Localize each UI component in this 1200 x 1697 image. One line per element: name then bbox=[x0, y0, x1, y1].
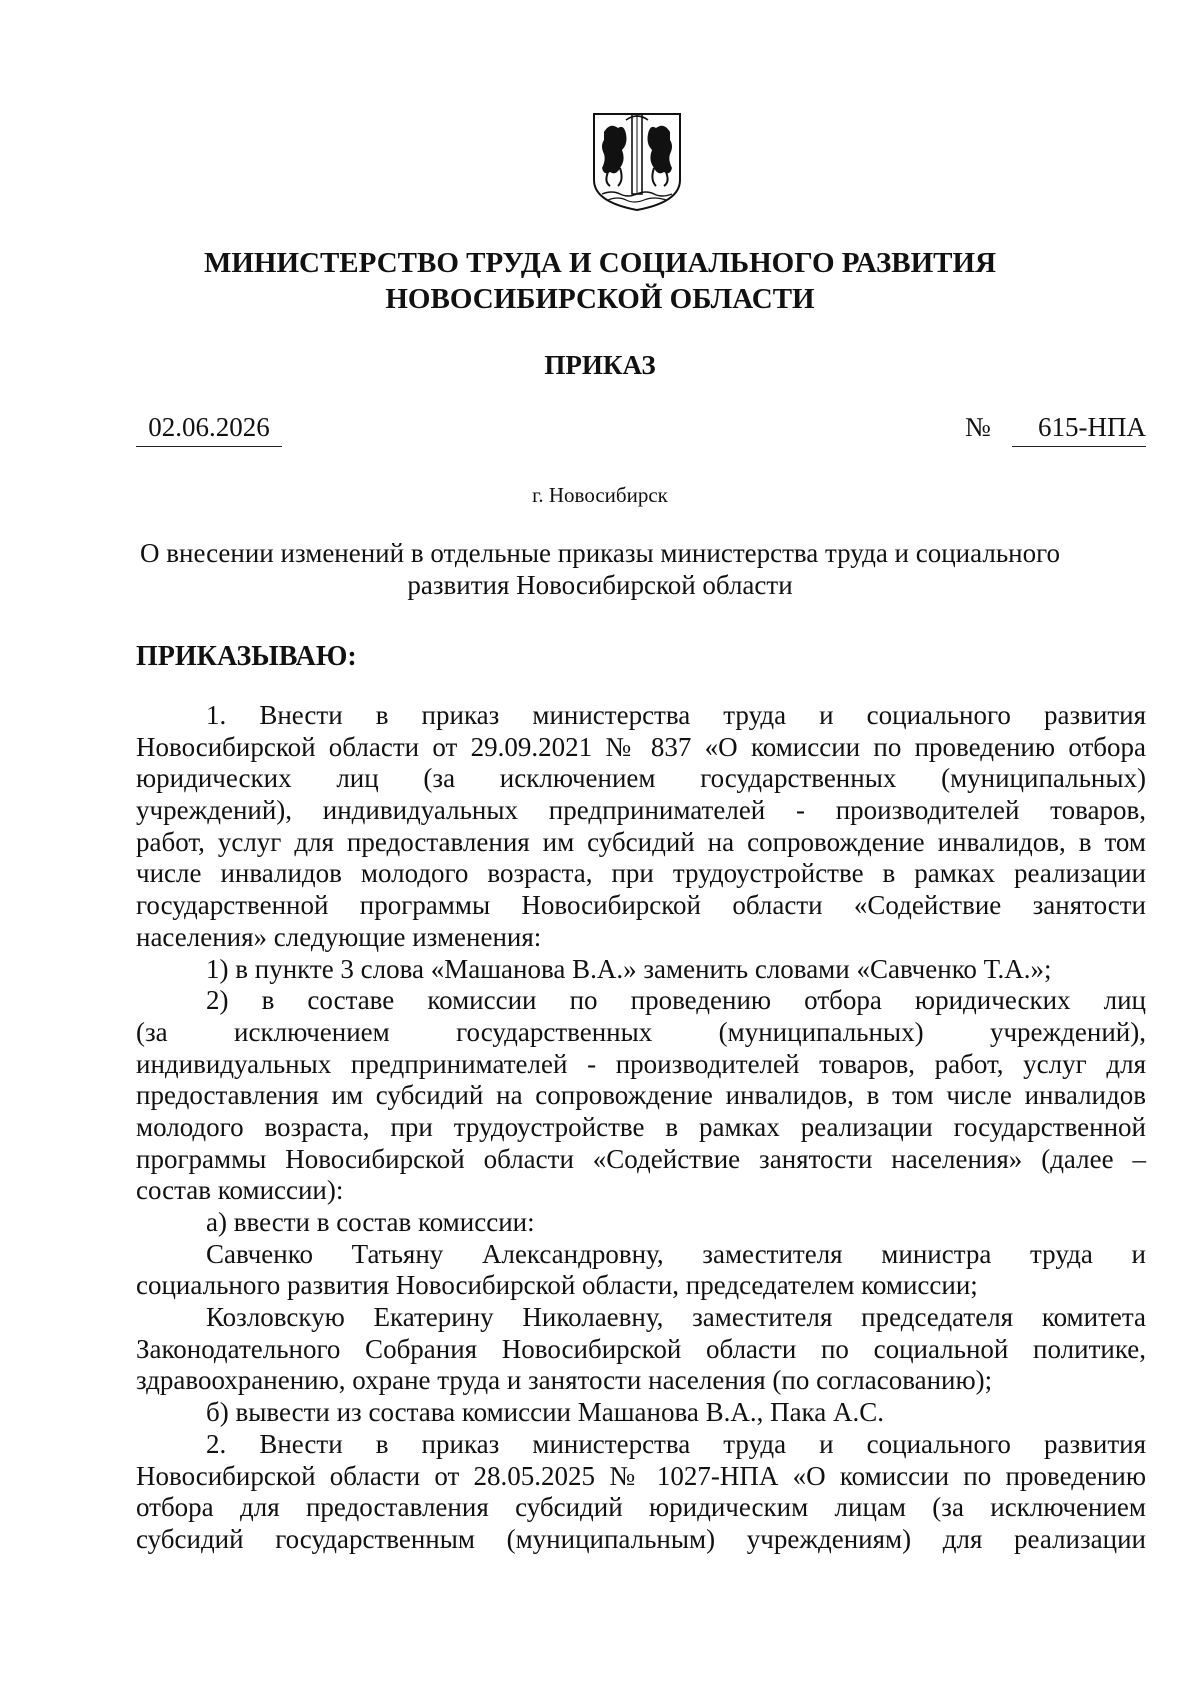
body-line: предоставления им субсидий на сопровождение инвалидов, в том числе инвалидов bbox=[136, 1080, 1146, 1111]
number-sign: № bbox=[965, 412, 991, 442]
body-line: (за исключением государственных (муниципальных) учреждений), bbox=[136, 1016, 1146, 1047]
body-line: Новосибирской области от 28.05.2025 № 1027-НПА «О комиссии по проведению bbox=[136, 1460, 1146, 1491]
ministry-name bbox=[140, 245, 1060, 317]
ministry-name-line2: НОВОСИБИРСКОЙ ОБЛАСТИ bbox=[385, 283, 815, 315]
body-line: программы Новосибирской области «Содействие занятости населения» (далее – bbox=[136, 1143, 1146, 1174]
subject-line1: О внесении изменений в отдельные приказы министерства труда и социального bbox=[140, 538, 1060, 568]
city-name: г. Новосибирск bbox=[532, 483, 668, 507]
body-line: отбора для предоставления субсидий юридическим лицам (за исключением bbox=[136, 1492, 1146, 1523]
body-line: субсидий государственным (муниципальным) учреждениям) для реализации bbox=[136, 1523, 1146, 1554]
order-directive: ПРИКАЗЫВАЮ: bbox=[136, 641, 357, 672]
document-subject bbox=[140, 537, 1060, 601]
subject-line2: развития Новосибирской области bbox=[407, 570, 793, 600]
body-line: 1) в пункте 3 слова «Машанова В.А.» заменить словами «Савченко Т.А.»; bbox=[206, 953, 1052, 984]
body-line: Законодательного Собрания Новосибирской области по социальной политике, bbox=[136, 1333, 1146, 1364]
body-line: Новосибирской области от 29.09.2021 № 837 «О комиссии по проведению отбора bbox=[136, 731, 1146, 762]
body-line: 1. Внести в приказ министерства труда и социального развития bbox=[206, 700, 1146, 730]
body-line: государственной программы Новосибирской области «Содействие занятости bbox=[136, 890, 1146, 921]
document-date: 02.06.2026 bbox=[136, 410, 282, 447]
body-line: 2. Внести в приказ министерства труда и социального развития bbox=[206, 1428, 1146, 1459]
coat-of-arms-icon bbox=[590, 110, 684, 212]
body-line: состав комиссии): bbox=[136, 1175, 344, 1206]
document-type: ПРИКАЗ bbox=[544, 350, 656, 380]
body-line: индивидуальных предпринимателей - производителей товаров, работ, услуг для bbox=[136, 1048, 1146, 1079]
body-line: юридических лиц (за исключением государственных (муниципальных) bbox=[136, 763, 1146, 794]
document-body bbox=[136, 700, 1146, 1556]
body-line: населения» следующие изменения: bbox=[136, 921, 542, 952]
body-line: Савченко Татьяну Александровну, заместителя министра труда и bbox=[206, 1238, 1146, 1269]
body-line: учреждений), индивидуальных предпринимателей - производителей товаров, bbox=[136, 795, 1146, 826]
body-line: а) ввести в состав комиссии: bbox=[206, 1207, 535, 1237]
document-number: 615-НПА bbox=[1012, 410, 1146, 447]
ministry-name-line1: МИНИСТЕРСТВО ТРУДА И СОЦИАЛЬНОГО РАЗВИТИЯ bbox=[203, 247, 997, 279]
body-line: числе инвалидов молодого возраста, при трудоустройстве в рамках реализации bbox=[136, 858, 1146, 889]
body-line: молодого возраста, при трудоустройстве в рамках реализации государственной bbox=[136, 1111, 1146, 1142]
body-line: Козловскую Екатерину Николаевну, заместителя председателя комитета bbox=[206, 1302, 1146, 1333]
body-line: здравоохранению, охране труда и занятости населения (по согласованию); bbox=[136, 1365, 993, 1396]
body-line: работ, услуг для предоставления им субсидий на сопровождение инвалидов, в том bbox=[136, 826, 1146, 857]
body-line: социального развития Новосибирской области, председателем комиссии; bbox=[136, 1270, 978, 1301]
body-line: б) вывести из состава комиссии Машанова В.А., Пака А.С. bbox=[206, 1397, 885, 1428]
body-line: 2) в составе комиссии по проведению отбора юридических лиц bbox=[206, 985, 1146, 1016]
